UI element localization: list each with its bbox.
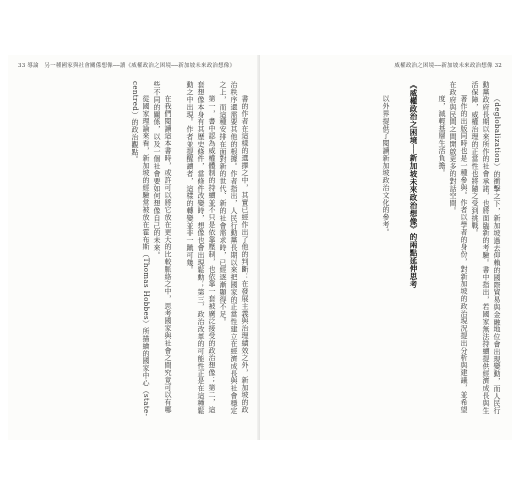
left-paragraph: 從國家理論來看，新加坡的經驗常被放在霍布斯（Thomas Hobbes）所描繪的國家中心（state-centred）的政治觀點。 (131, 81, 150, 417)
left-paragraph: 書的作者在這樣的選擇之中，其實已經作出了他的判斷：在發展主義與治理績效之外，新加坡的政治秩序還需要其他的根據。作者指出，人民行動黨長期以來把國家的正當性建立在經濟成長與社會穩定之上，而這種安排在面對新的世代、新的社會需求時，已經逐漸顯得不足。 (219, 81, 249, 414)
right-paragraph: （deglobalization）的衝擊之下，新加坡過去仰賴的國際貿易與金融地位會出現變動，而人民行動黨政府長期以來所作的社會承諾，也將面臨新的考驗。書中指出，若國家無法持續提供經濟成長與生活保障，威權治理的正當性也將隨之受到挑戰。 (471, 81, 501, 415)
left-page (8, 55, 260, 440)
right-page (260, 55, 512, 440)
section-heading: 《威權政治之困境──新加坡未來政治想像》的兩點延伸思考 (409, 81, 418, 289)
left-paragraph: 在我們閱讀這本書時，或許可以將它放在更大的比較脈絡之中，思考國家與社會之間究竟可以有哪些不同的關係，以及一個社會要如何想像自己的未來。 (153, 81, 172, 414)
right-body-text (270, 81, 502, 420)
left-body-text (18, 81, 250, 420)
right-running-header: 威權政治之困境──新加坡未來政治想像 32 (394, 63, 502, 69)
right-paragraph: 以外界提供了閱讀新加坡政治文化的參考。 (382, 95, 390, 236)
right-paragraph: 著作的出版同時也是一種參與。作者以學者的身份，對新加坡的政治現況提出分析與建議，並希望在政府與民間之間開啟更多的對話空間。 (449, 81, 468, 414)
left-paragraph: 第一，書中認為威權體制的持續並不只是依靠壓制，也依靠一套被廣泛接受的政治想像；第二，這套想像本身有其歷史條件，當條件改變時，想像也會出現鬆動；第三，政治改革的可能性正是在這種鬆動之中出現。作者並提醒讀者，這樣的轉變並非一蹴可幾。 (186, 81, 216, 414)
left-running-header: 33 導論 另一種國家與社會關係想像──讀《威權政治之困境──新加坡未來政治想像》 (18, 63, 236, 69)
right-paragraph: 度，減輕基層生活負擔。 (438, 95, 446, 177)
